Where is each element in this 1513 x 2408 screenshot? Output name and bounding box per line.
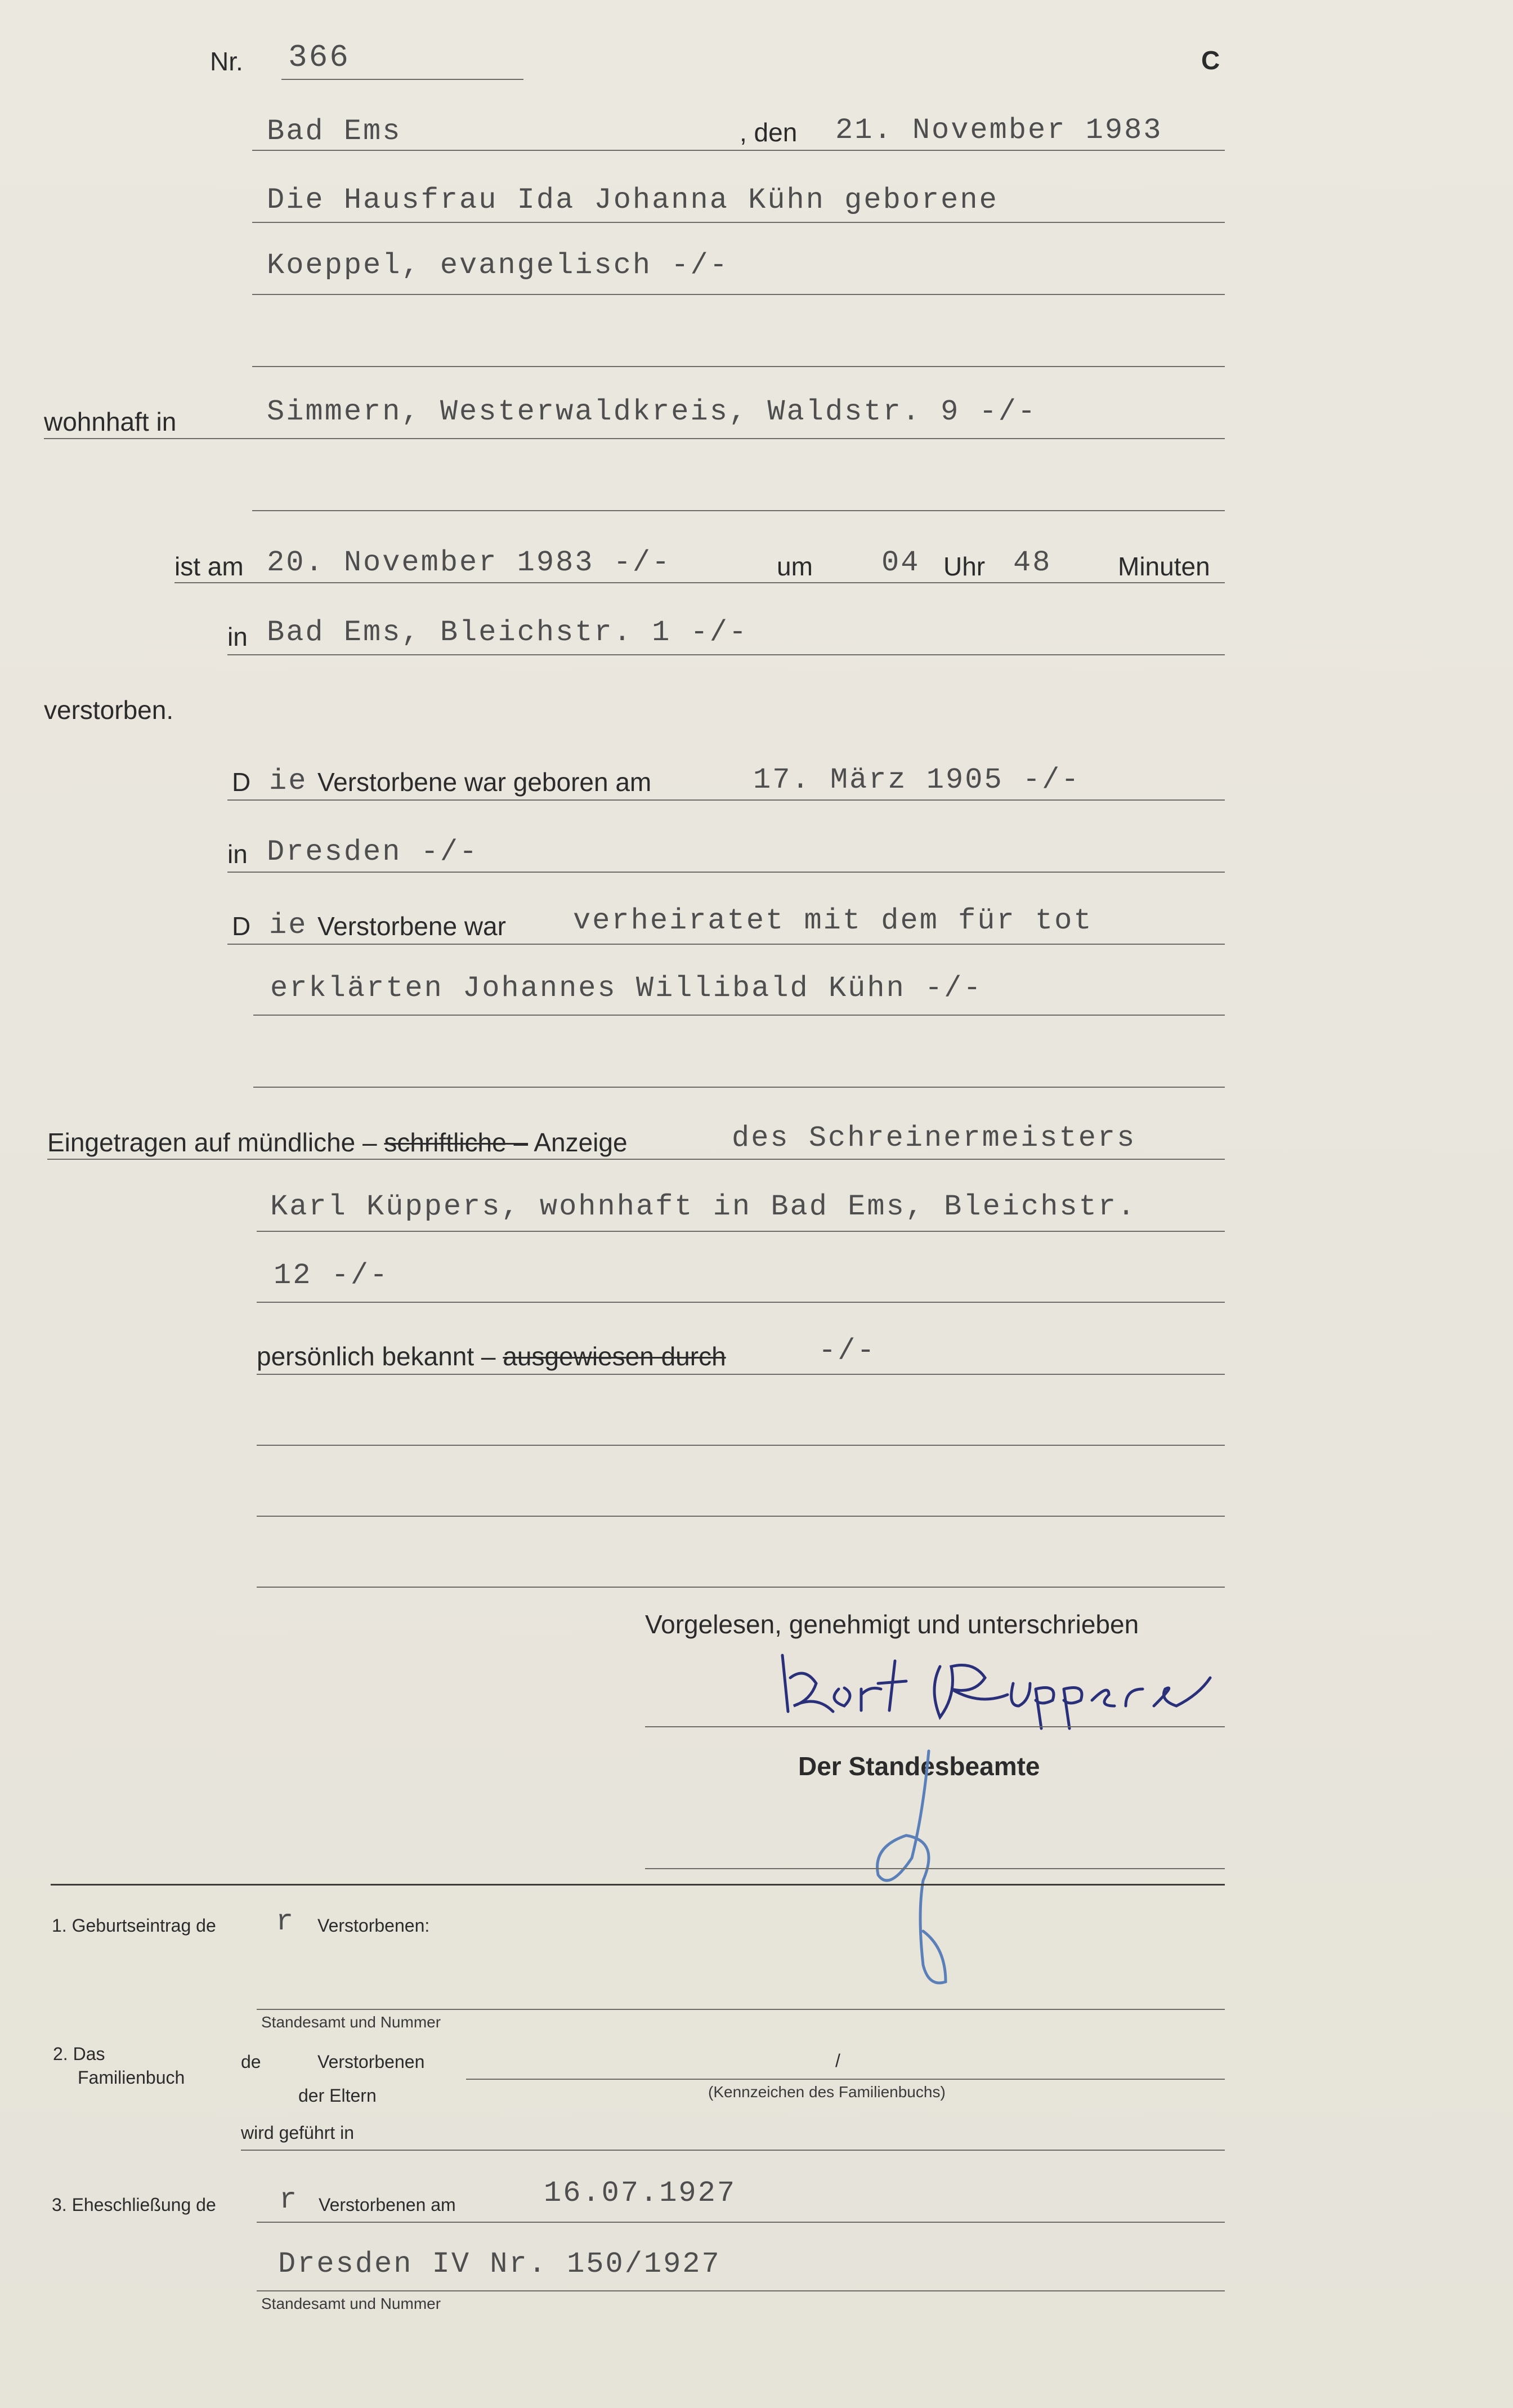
blank-rule-1 bbox=[257, 1445, 1225, 1446]
known-label: persönlich bekannt – ausgewiesen durch bbox=[257, 1342, 726, 1371]
signature-caption: Vorgelesen, genehmigt und unterschrieben bbox=[645, 1610, 1139, 1639]
familienbuch-line bbox=[466, 2079, 1225, 2080]
gefuehrt-in-label: wird geführt in bbox=[241, 2123, 354, 2143]
section-letter: C bbox=[1201, 46, 1220, 75]
registry-place: Bad Ems bbox=[267, 115, 402, 148]
footer-separator bbox=[51, 1884, 1225, 1886]
registration-line-3: 12 -/- bbox=[274, 1259, 390, 1292]
official-signature bbox=[856, 1745, 968, 1993]
blank-rule-2 bbox=[257, 1516, 1225, 1517]
birth-entry-line bbox=[257, 2009, 1225, 2010]
birth-typed-ie: ie bbox=[269, 765, 308, 798]
familienbuch-slash: / bbox=[835, 2050, 840, 2071]
person-line-2-rule bbox=[252, 294, 1225, 295]
death-date: 20. November 1983 -/- bbox=[267, 546, 672, 579]
uhr-label: Uhr bbox=[943, 552, 986, 581]
birth-label: Verstorbene war geboren am bbox=[317, 767, 652, 797]
registry-date: 21. November 1983 bbox=[835, 114, 1163, 147]
birth-entry-label: 1. Geburtseintrag de bbox=[52, 1915, 216, 1936]
marriage-office-line bbox=[257, 2290, 1225, 2291]
birth-entry-typed: r bbox=[276, 1905, 296, 1938]
marriage-date: 16.07.1927 bbox=[544, 2177, 737, 2210]
familienbuch-label-2: Familienbuch bbox=[78, 2067, 185, 2088]
death-place-line bbox=[227, 654, 1225, 655]
death-in-label: in bbox=[227, 622, 248, 651]
marital-typed-ie: ie bbox=[269, 909, 308, 942]
birth-date-line bbox=[227, 799, 1225, 801]
death-hour: 04 bbox=[881, 546, 920, 579]
verstorbenen-label: Verstorbenen bbox=[317, 2052, 425, 2072]
marriage-typed: r bbox=[279, 2183, 299, 2217]
marital-value-2: erklärten Johannes Willibald Kühn -/- bbox=[270, 972, 983, 1005]
marital-label: Verstorbene war bbox=[317, 912, 506, 941]
known-value: -/- bbox=[818, 1334, 876, 1368]
registration-rule-2 bbox=[257, 1231, 1225, 1232]
de-label: de bbox=[241, 2052, 261, 2072]
address-value: Simmern, Westerwaldkreis, Waldstr. 9 -/- bbox=[267, 395, 1037, 428]
death-time-line bbox=[174, 582, 1225, 583]
marital-line-2 bbox=[253, 1015, 1225, 1016]
informant-signature-line bbox=[645, 1726, 1225, 1727]
registration-line-1: des Schreinermeisters bbox=[732, 1122, 1136, 1155]
der-eltern-label: der Eltern bbox=[298, 2085, 377, 2106]
person-line-3-rule bbox=[252, 366, 1225, 367]
marital-prefix: D bbox=[232, 912, 251, 941]
registration-rule-1 bbox=[47, 1159, 1225, 1160]
blank-rule-3 bbox=[257, 1587, 1225, 1588]
marriage-office: Dresden IV Nr. 150/1927 bbox=[278, 2248, 721, 2281]
gefuehrt-in-line bbox=[241, 2150, 1225, 2151]
birth-in-label: in bbox=[227, 839, 248, 869]
registration-label: Eingetragen auf mündliche – schriftliche – Anzeige bbox=[47, 1128, 628, 1157]
death-minute: 48 bbox=[1013, 546, 1052, 579]
um-label: um bbox=[777, 552, 813, 581]
person-line-1: Die Hausfrau Ida Johanna Kühn geborene bbox=[267, 184, 999, 217]
address-label: wohnhaft in bbox=[44, 407, 177, 436]
familienbuch-label-1: 2. Das bbox=[53, 2044, 105, 2064]
birth-entry-label-2: Verstorbenen: bbox=[317, 1915, 430, 1936]
kennzeichen-caption: (Kennzeichen des Familienbuchs) bbox=[708, 2083, 946, 2101]
registration-rule-3 bbox=[257, 1302, 1225, 1303]
nr-underline bbox=[281, 79, 523, 80]
ist-am-label: ist am bbox=[174, 552, 244, 581]
person-line-1-rule bbox=[252, 222, 1225, 223]
nr-label: Nr. bbox=[210, 47, 243, 76]
birth-entry-caption: Standesamt und Nummer bbox=[261, 2013, 441, 2031]
marriage-label: 3. Eheschließung de bbox=[52, 2195, 216, 2215]
known-rule bbox=[257, 1374, 1225, 1375]
birth-date: 17. März 1905 -/- bbox=[753, 763, 1081, 797]
birth-prefix: D bbox=[232, 767, 251, 797]
official-signature-line bbox=[645, 1868, 1225, 1869]
entry-number: 366 bbox=[288, 39, 350, 75]
informant-signature bbox=[771, 1644, 1221, 1734]
birth-place-line bbox=[227, 872, 1225, 873]
den-label: , den bbox=[740, 118, 798, 147]
address-line bbox=[44, 438, 1225, 439]
verstorben-label: verstorben. bbox=[44, 695, 174, 725]
date-line bbox=[252, 150, 1225, 151]
address-line-2 bbox=[252, 510, 1225, 511]
minuten-label: Minuten bbox=[1118, 552, 1210, 581]
marital-line-1 bbox=[227, 944, 1225, 945]
death-place: Bad Ems, Bleichstr. 1 -/- bbox=[267, 616, 749, 649]
official-title: Der Standesbeamte bbox=[798, 1752, 1040, 1781]
birth-place: Dresden -/- bbox=[267, 836, 479, 869]
person-line-2: Koeppel, evangelisch -/- bbox=[267, 249, 729, 282]
marriage-label-2: Verstorbenen am bbox=[319, 2195, 456, 2215]
registration-line-2: Karl Küppers, wohnhaft in Bad Ems, Bleichstr. bbox=[270, 1190, 1137, 1223]
marriage-date-line bbox=[257, 2222, 1225, 2223]
marital-line-3 bbox=[253, 1087, 1225, 1088]
marriage-office-caption: Standesamt und Nummer bbox=[261, 2295, 441, 2312]
marital-value-1: verheiratet mit dem für tot bbox=[573, 904, 1093, 937]
